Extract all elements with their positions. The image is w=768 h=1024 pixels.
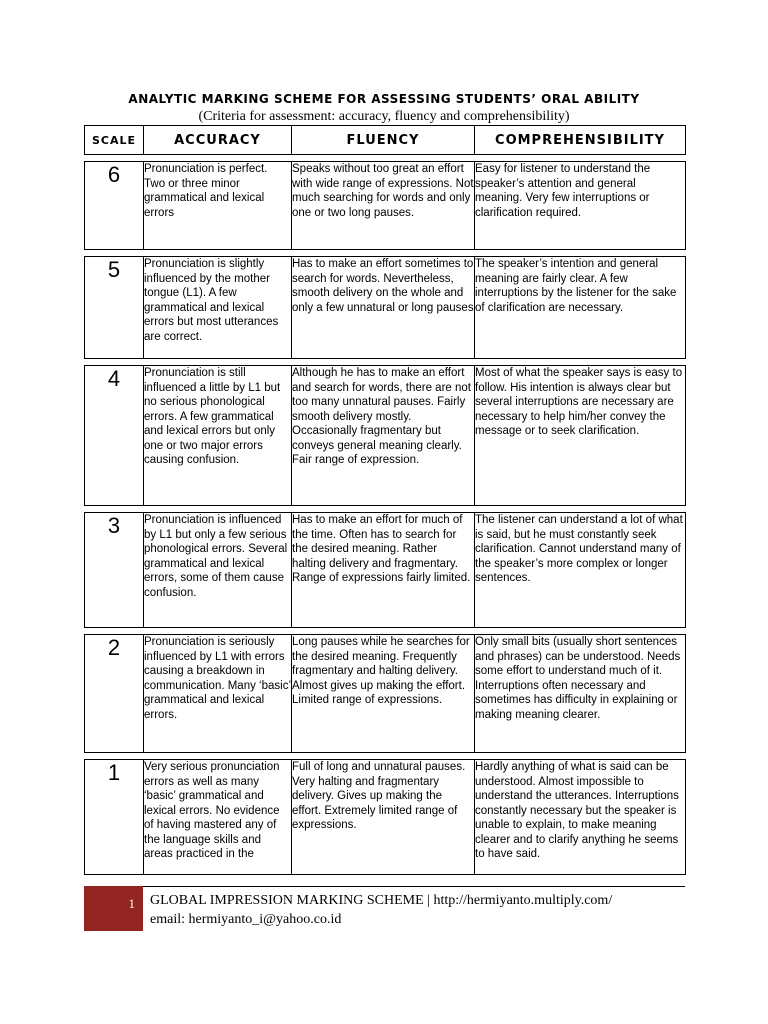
- scale-value: 2: [85, 635, 144, 753]
- comprehensibility-cell: The listener can understand a lot of what is said, but he must constantly seek clarification. Cannot understand many of the speaker’s more complex or longer sentences.: [475, 513, 686, 628]
- table-row: [85, 257, 686, 359]
- accuracy-cell: Pronunciation is still influenced a little by L1 but no serious phonological errors. A few grammatical and lexical errors but only one or two major errors causing confusion.: [144, 366, 292, 506]
- header-accuracy: ACCURACY: [144, 126, 292, 155]
- fluency-cell: Although he has to make an effort and search for words, there are not too many unnatural pauses. Fairly smooth delivery mostly. Occasionally fragmentary but conveys general meaning clearly. Fair range of expression.: [292, 366, 475, 506]
- comprehensibility-cell: Hardly anything of what is said can be understood. Almost impossible to understand the utterances. Interruptions constantly necessary but the speaker is unable to explain, to make meaning clearer and to clarify anything he seems to have said.: [475, 760, 686, 875]
- accuracy-cell: Pronunciation is influenced by L1 but only a few serious phonological errors. Several grammatical and lexical errors, some of them cause confusion.: [144, 513, 292, 628]
- page-number-box: [84, 886, 143, 931]
- header-scale: SCALE: [85, 126, 144, 155]
- fluency-cell: Has to make an effort sometimes to search for words. Nevertheless, smooth delivery on the whole and only a few unnatural or long pauses: [292, 257, 475, 359]
- table-row: [85, 162, 686, 250]
- fluency-cell: Speaks without too great an effort with wide range of expressions. Not much searching for words and only one or two long pauses.: [292, 162, 475, 250]
- table-row: [85, 635, 686, 753]
- comprehensibility-cell: Only small bits (usually short sentences and phrases) can be understood. Needs some effort to understand much of it. Interruptions often necessary and sometimes has difficulty in explaining or making meaning clearer.: [475, 635, 686, 753]
- accuracy-cell: Very serious pronunciation errors as well as many ‘basic’ grammatical and lexical errors. No evidence of having mastered any of the language skills and areas practiced in the: [144, 760, 292, 875]
- marking-scheme-table: [84, 125, 686, 875]
- accuracy-cell: Pronunciation is seriously influenced by L1 with errors causing a breakdown in communication. Many ‘basic’ grammatical and lexical errors.: [144, 635, 292, 753]
- table-row: [85, 760, 686, 875]
- footer: [150, 891, 690, 929]
- scale-value: 1: [85, 760, 144, 875]
- header-comprehensibility: COMPREHENSIBILITY: [475, 126, 686, 155]
- comprehensibility-cell: Easy for listener to understand the speaker’s attention and general meaning. Very few interruptions or clarification required.: [475, 162, 686, 250]
- comprehensibility-cell: The speaker’s intention and general meaning are fairly clear. A few interruptions by the listener for the sake of clarification are necessary.: [475, 257, 686, 359]
- fluency-cell: Has to make an effort for much of the time. Often has to search for the desired meaning. Rather halting delivery and fragmentary. Range of expressions fairly limited.: [292, 513, 475, 628]
- header-fluency: FLUENCY: [292, 126, 475, 155]
- footer-divider: [84, 886, 685, 887]
- table-row: [85, 366, 686, 506]
- table-header-row: [85, 126, 686, 155]
- footer-line-1: GLOBAL IMPRESSION MARKING SCHEME | http://hermiyanto.multiply.com/: [150, 893, 613, 908]
- footer-line-2: email: hermiyanto_i@yahoo.co.id: [150, 912, 342, 927]
- table-row: [85, 513, 686, 628]
- fluency-cell: Long pauses while he searches for the desired meaning. Frequently fragmentary and halting delivery. Almost gives up making the effort. Limited range of expressions.: [292, 635, 475, 753]
- accuracy-cell: Pronunciation is perfect. Two or three minor grammatical and lexical errors: [144, 162, 292, 250]
- scale-value: 5: [85, 257, 144, 359]
- page-subtitle: (Criteria for assessment: accuracy, fluency and comprehensibility): [198, 109, 570, 124]
- comprehensibility-cell: Most of what the speaker says is easy to follow. His intention is always clear but several interruptions are necessary are necessary to help him/her convey the message or to seek clarification.: [475, 366, 686, 506]
- page-number: 1: [128, 896, 135, 911]
- fluency-cell: Full of long and unnatural pauses. Very halting and fragmentary delivery. Gives up making the effort. Extremely limited range of expressions.: [292, 760, 475, 875]
- page-title: ANALYTIC MARKING SCHEME FOR ASSESSING STUDENTS’ ORAL ABILITY: [128, 92, 640, 106]
- accuracy-cell: Pronunciation is slightly influenced by the mother tongue (L1). A few grammatical and lexical errors but most utterances are correct.: [144, 257, 292, 359]
- scale-value: 4: [85, 366, 144, 506]
- scale-value: 3: [85, 513, 144, 628]
- scale-value: 6: [85, 162, 144, 250]
